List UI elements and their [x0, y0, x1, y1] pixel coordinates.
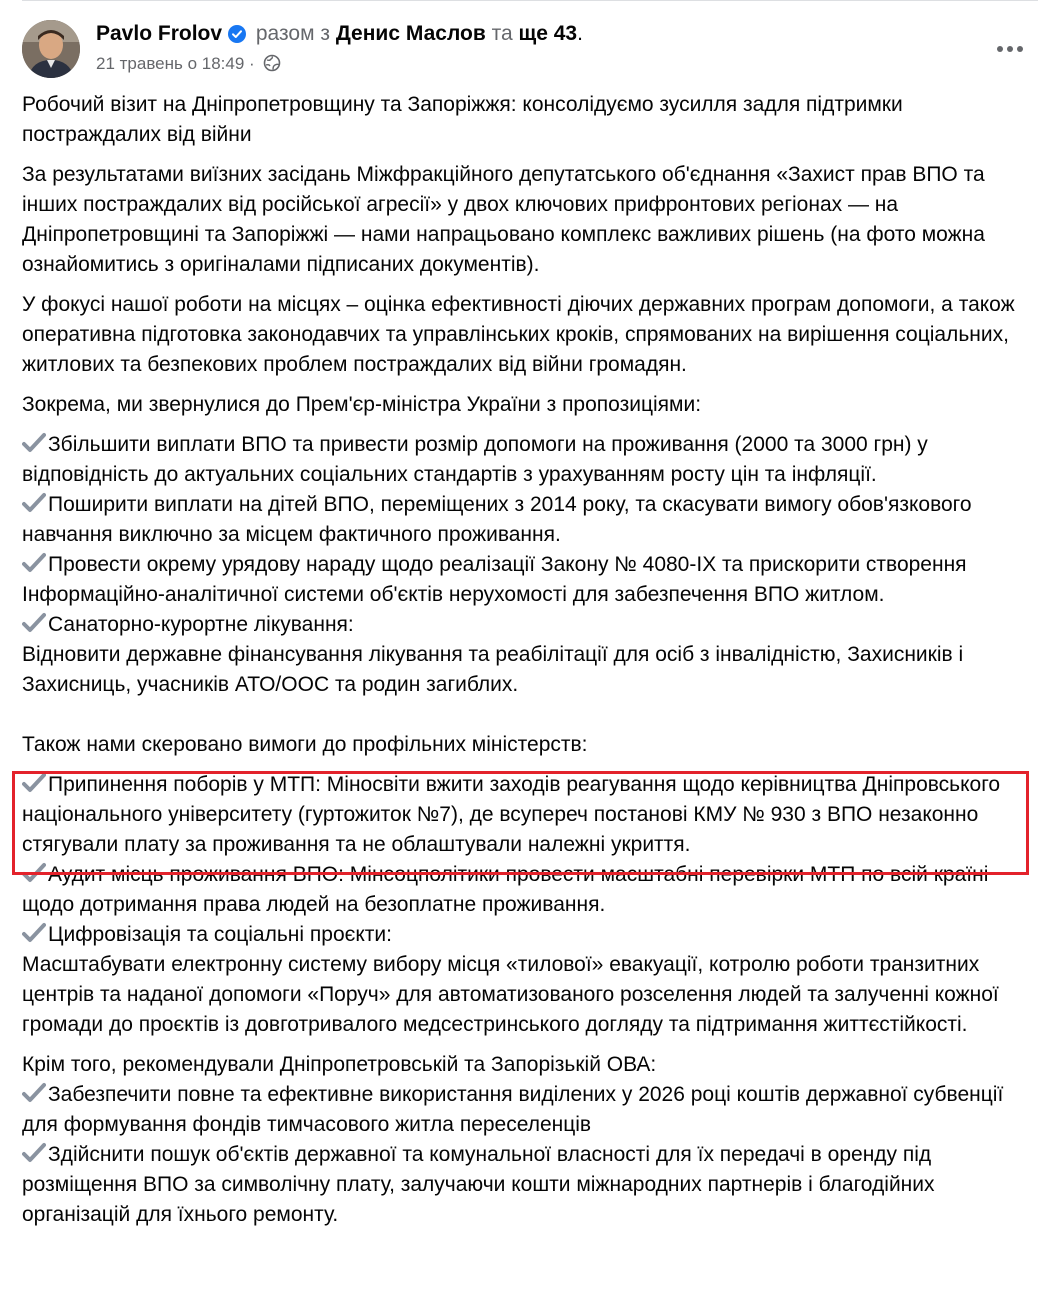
globe-icon[interactable]	[263, 54, 281, 77]
author-line	[96, 22, 583, 49]
verified-badge-icon	[228, 25, 246, 49]
list-item: Аудит місць проживання ВПО: Мінсоцполітики провести масштабні перевірки МТП по всій країні щодо дотримання права людей на безоплатне проживання.	[22, 863, 989, 916]
check-mark-icon	[22, 1082, 46, 1104]
list-item-detail: Відновити державне фінансування лікування та реабілітації для осіб з інвалідністю, Захисників і Захисниць, учасників АТО/ООС та родин загиблих.	[22, 643, 964, 696]
meta-separator: ·	[249, 54, 255, 73]
list-item: Провести окрему урядову нараду щодо реалізації Закону № 4080-IX та прискорити створення Інформаційно-аналітичної системи об'єктів нерухомості для забезпечення ВПО житлом.	[22, 553, 967, 606]
and-word: та	[491, 22, 513, 45]
post-body	[22, 90, 1038, 1230]
list-item-detail: Масштабувати електронну систему вибору місця «тилової» евакуації, котролю роботи транзитних центрів та наданої допомоги «Поруч» для автоматизованого розселення людей та залученні кожної громади до проєктів із довготривалого медсестринського догляду та підтримання життєстійкості.	[22, 953, 999, 1036]
check-mark-icon	[22, 492, 46, 514]
more-options-icon[interactable]	[994, 42, 1026, 56]
period: .	[577, 22, 583, 45]
post-meta	[96, 54, 281, 77]
check-mark-icon	[22, 772, 46, 794]
check-mark-icon	[22, 922, 46, 944]
list-item: Збільшити виплати ВПО та привести розмір допомоги на проживання (2000 та 3000 грн) у відповідність до актуальних соціальних стандартів з урахуванням росту цін та інфляції.	[22, 433, 928, 486]
with-word: разом з	[255, 22, 330, 45]
check-mark-icon	[22, 432, 46, 454]
list-item: Припинення поборів у МТП: Міносвіти вжити заходів реагування щодо керівництва Дніпровського національного університету (гуртожиток №7), де всупереч постанові КМУ № 930 з ВПО незаконно стягували плату за проживання та не облаштували належні укриття.	[22, 773, 1001, 856]
paragraph-1: За результатами виїзних засідань Міжфракційного депутатського об'єднання «Захист прав ВПО та інших постраждалих від російської агресії» у двох ключових прифронтових регіонах — на Дніпропетровщині та Запоріжжі — нами напрацьовано комплекс важливих рішень (на фото можна ознайомитись з оригіналами підписаних документів).	[22, 163, 985, 276]
list-item: Забезпечити повне та ефективне використання виділених у 2026 році коштів державної субвенції для формування фондів тимчасового житла переселенців	[22, 1083, 1004, 1136]
check-mark-icon	[22, 552, 46, 574]
paragraph-5: Крім того, рекомендували Дніпропетровській та Запорізькій ОВА:	[22, 1053, 657, 1076]
check-mark-icon	[22, 862, 46, 884]
others-link[interactable]: ще 43	[518, 22, 578, 45]
author-name[interactable]: Pavlo Frolov	[96, 22, 223, 45]
list-item: Поширити виплати на дітей ВПО, переміщених з 2014 року, та скасувати вимогу обов'язкового навчання виключно за місцем фактичного проживання.	[22, 493, 972, 546]
post-title: Робочий візит на Дніпропетровщину та Запоріжжя: консолідуємо зусилля задля підтримки постраждалих від війни	[22, 93, 903, 146]
top-divider	[22, 0, 1038, 1]
list-item: Цифровізація та соціальні проєкти:	[22, 920, 1038, 950]
paragraph-3: Зокрема, ми звернулися до Прем'єр-міністра України з пропозиціями:	[22, 393, 702, 416]
list-item: Здійснити пошук об'єктів державної та комунальної власності для їх передачі в оренду під розміщення ВПО за символічну плату, залучаючи кошти міжнародних партнерів і благодійних організацій для їхнього ремонту.	[22, 1143, 935, 1226]
list-item: Санаторно-курортне лікування:	[22, 610, 1038, 640]
post-header	[22, 12, 1038, 82]
post-date[interactable]: 21 травень о 18:49	[96, 54, 245, 73]
check-mark-icon	[22, 612, 46, 634]
check-mark-icon	[22, 1142, 46, 1164]
avatar[interactable]	[22, 20, 80, 78]
paragraph-4: Також нами скеровано вимоги до профільних міністерств:	[22, 733, 588, 756]
coauthor-name[interactable]: Денис Маслов	[335, 22, 486, 45]
paragraph-2: У фокусі нашої роботи на місцях – оцінка ефективності діючих державних програм допомоги, а також оперативна підготовка законодавчих та управлінських кроків, спрямованих на вирішення соціальних, житлових та безпекових проблем постраждалих від війни громадян.	[22, 293, 1015, 376]
